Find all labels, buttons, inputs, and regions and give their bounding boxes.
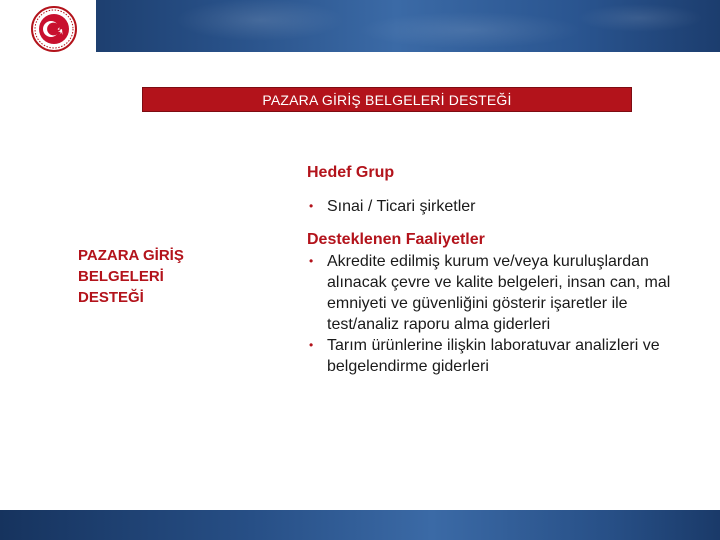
list-item-text: Sınai / Ticari şirketler [327, 198, 476, 215]
section-heading-supported-activities: Desteklenen Faaliyetler [307, 231, 485, 248]
list-item-text: Tarım ürünlerine ilişkin laboratuvar analizleri ve belgelendirme giderleri [327, 337, 660, 375]
world-map-background [0, 0, 720, 52]
turkish-crescent-star-seal-icon [24, 5, 84, 53]
footer-bar [0, 510, 720, 540]
section-heading-target-group: Hedef Grup [307, 164, 395, 181]
header-bar [0, 0, 720, 52]
supported-activities-list [307, 251, 687, 377]
title-banner [142, 87, 632, 112]
list-item [307, 251, 687, 335]
side-label: PAZARA GİRİŞ BELGELERİ DESTEĞİ [78, 247, 184, 306]
bullet-icon: • [309, 254, 314, 268]
list-item [307, 335, 687, 377]
target-group-list [307, 196, 687, 217]
bullet-icon: • [309, 338, 314, 352]
list-item [307, 196, 687, 217]
bullet-icon: • [309, 199, 314, 213]
list-item-text: Akredite edilmiş kurum ve/veya kuruluşlardan alınacak çevre ve kalite belgeleri, insan can, mal emniyeti ve güvenliğini gösterir işaretler ile test/analiz raporu alma giderleri [327, 253, 671, 333]
title-banner-text: PAZARA GİRİŞ BELGELERİ DESTEĞİ [262, 91, 512, 108]
